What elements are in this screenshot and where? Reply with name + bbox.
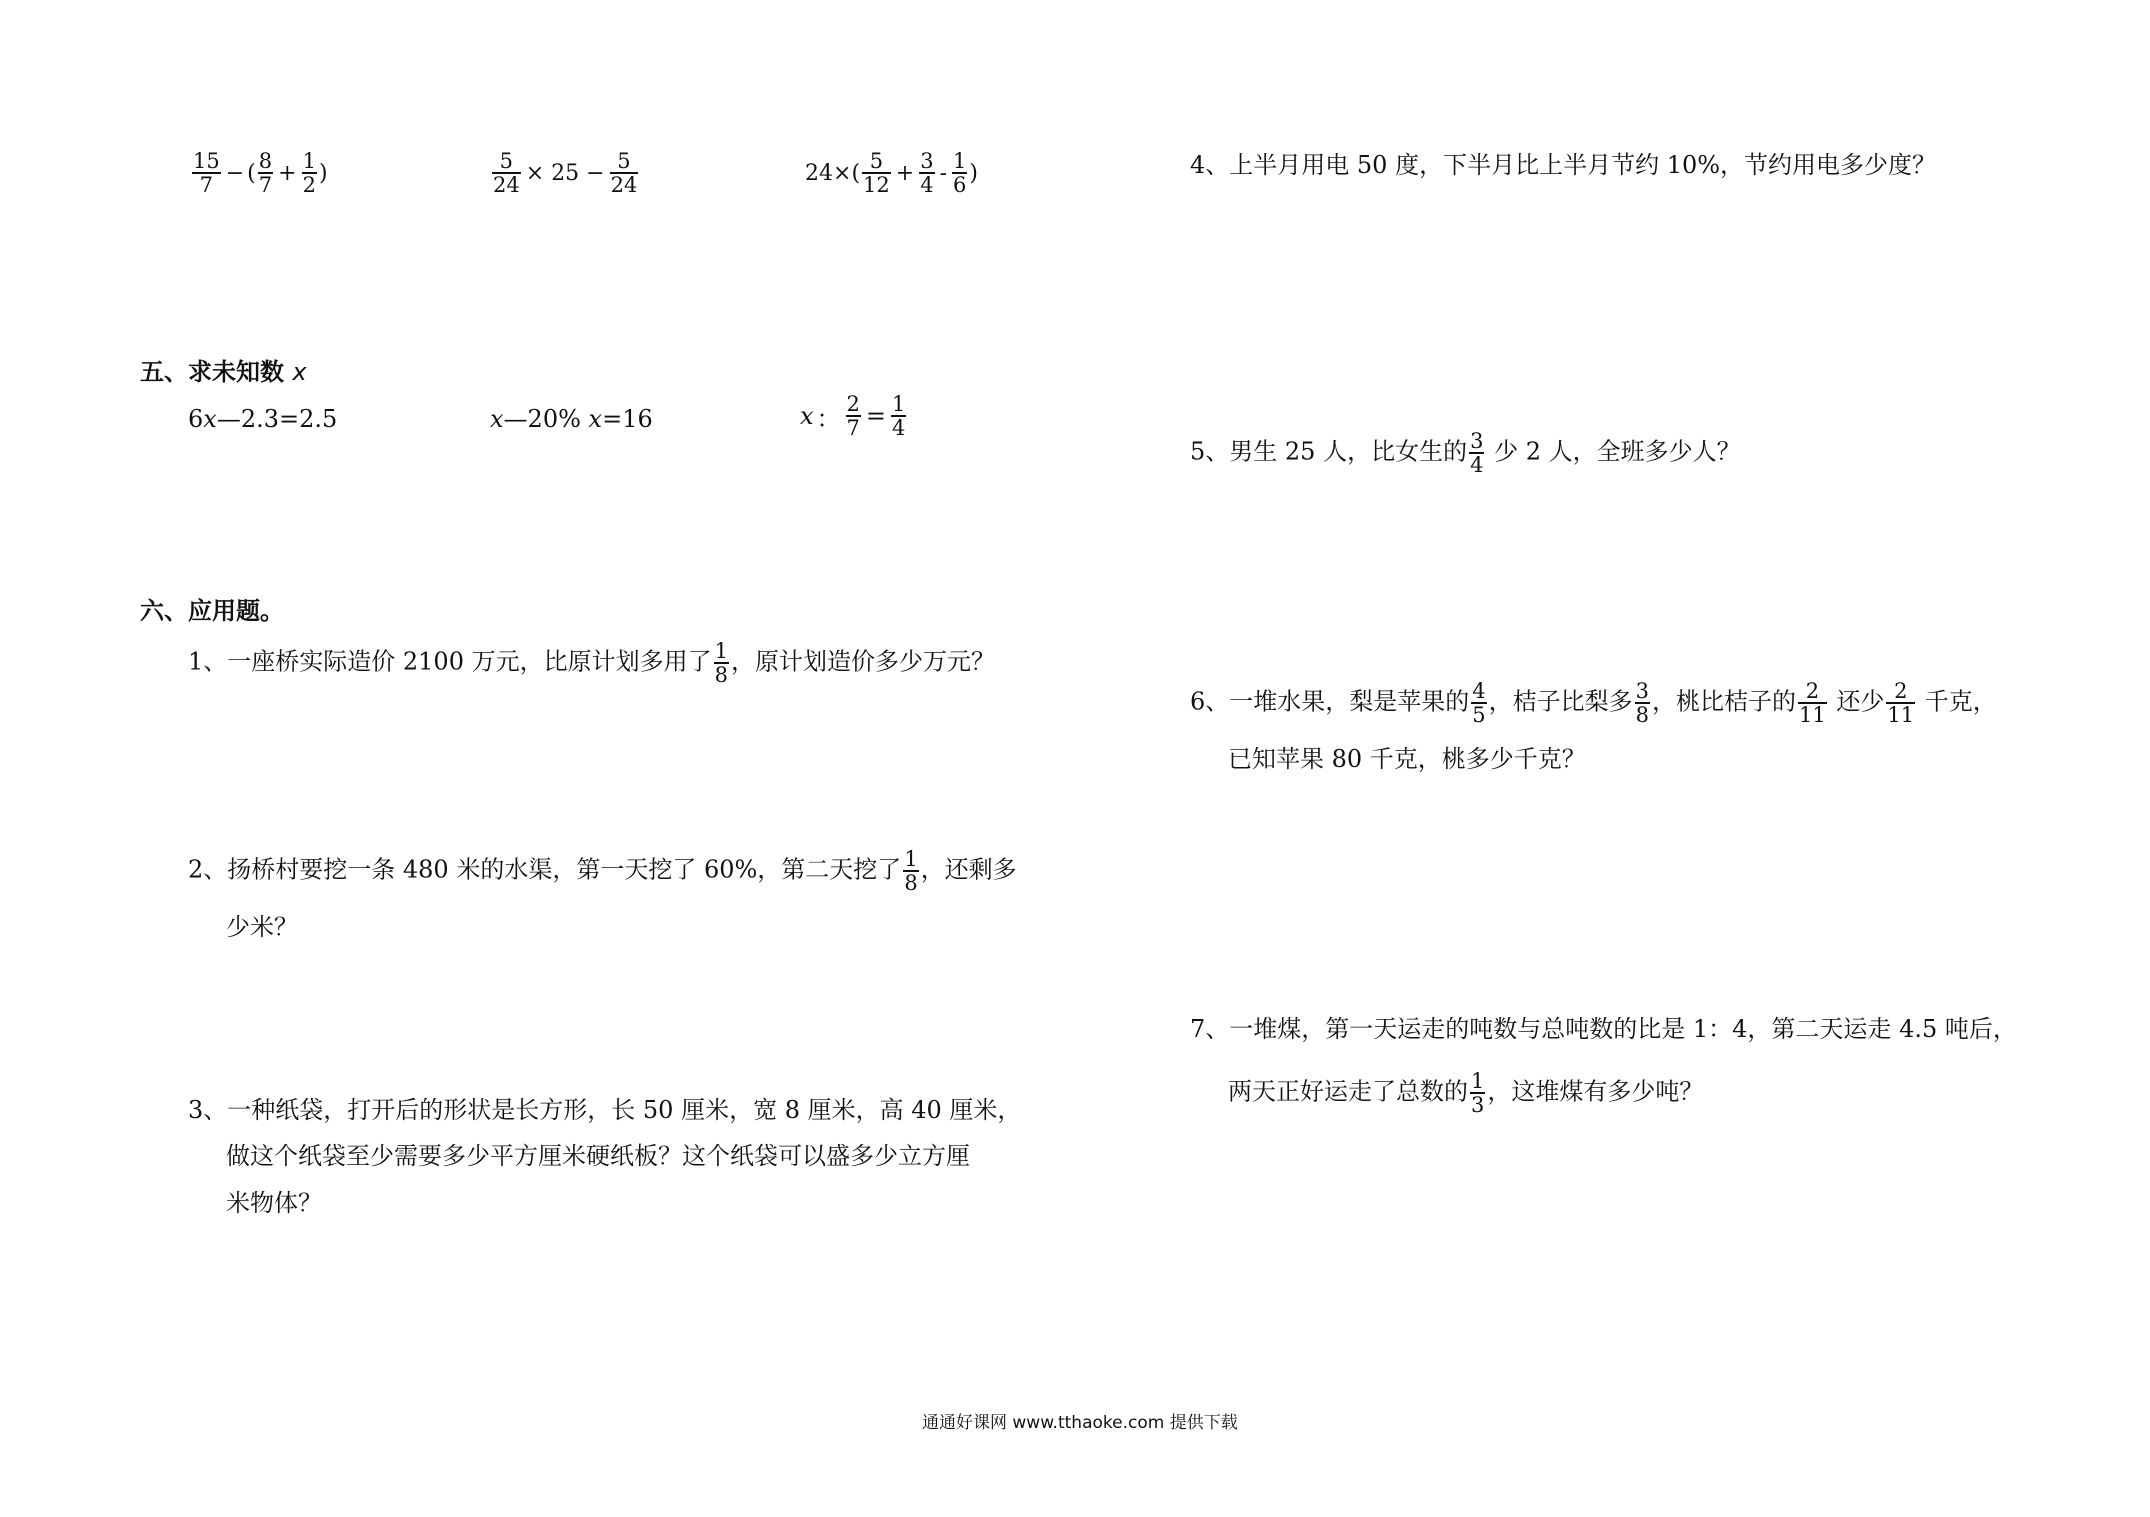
question-6: 6、一堆水果，梨是苹果的 $\frac{4}{5}$ ，桔子比梨多 $\frac{3}{8}$ ，桃比桔子的 $\frac{2}{11}$ 还少 $\frac{2}{11}$ 千克，: [1190, 679, 1997, 727]
equation-1: 6x—2.3=2.5: [188, 405, 338, 433]
section-6-heading: 六、应用题。: [140, 597, 284, 625]
question-3-line-2: 做这个纸袋至少需要多少平方厘米硬纸板？这个纸袋可以盛多少立方厘: [226, 1142, 970, 1170]
fraction: $\frac{1}{6}$: [953, 149, 967, 197]
equation-3: x ： $\frac{2}{7}$ = $\frac{1}{4}$: [800, 392, 906, 440]
fraction: $\frac{2}{7}$: [846, 392, 860, 440]
fraction: $\frac{1}{8}$: [904, 847, 918, 895]
footer-credit: 通通好课网 www.tthaoke.com 提供下载: [922, 1413, 1238, 1433]
question-5: 5、男生 25 人，比女生的 $\frac{3}{4}$ 少 2 人，全班多少人？: [1190, 429, 1741, 477]
question-2: 2、扬桥村要挖一条 480 米的水渠，第一天挖了 60%，第二天挖了 $\frac{1}{8}$ ，还剩多: [188, 847, 1017, 895]
fraction: $\frac{2}{11}$: [1887, 679, 1915, 727]
fraction: $\frac{5}{12}$: [863, 149, 890, 197]
question-3-line-3: 米物体？: [226, 1189, 322, 1217]
calc-expression-1: $\frac{15}{7}$ − ( $\frac{8}{7}$ + $\frac{1}{2}$ ): [193, 149, 328, 197]
question-6-line-2: 已知苹果 80 千克，桃多少千克？: [1228, 745, 1586, 773]
question-7-line-2: 两天正好运走了总数的 $\frac{1}{3}$ ，这堆煤有多少吨？: [1228, 1069, 1704, 1117]
question-1: 1、一座桥实际造价 2100 万元，比原计划多用了 $\frac{1}{8}$ ，原计划造价多少万元？: [188, 639, 995, 687]
fraction: $\frac{1}{4}$: [892, 392, 906, 440]
section-5-heading: 五、求未知数 x: [140, 358, 307, 386]
fraction: $\frac{1}{2}$: [302, 149, 316, 197]
fraction: $\frac{4}{5}$: [1472, 679, 1486, 727]
question-2-line-2: 少米？: [226, 913, 298, 941]
calc-expression-3: 24× ( $\frac{5}{12}$ + $\frac{3}{4}$ - $\frac{1}{6}$ ): [805, 149, 978, 197]
question-4: 4、上半月用电 50 度，下半月比上半月节约 10%，节约用电多少度？: [1190, 151, 1937, 179]
fraction: $\frac{15}{7}$: [193, 149, 220, 197]
fraction: $\frac{8}{7}$: [258, 149, 273, 197]
fraction: $\frac{5}{24}$: [610, 149, 638, 197]
fraction: $\frac{3}{8}$: [1635, 679, 1650, 727]
question-3: 3、一种纸袋，打开后的形状是长方形，长 50 厘米，宽 8 厘米，高 40 厘米，: [188, 1096, 1022, 1124]
fraction: $\frac{3}{4}$: [1470, 429, 1484, 477]
question-7: 7、一堆煤，第一天运走的吨数与总吨数的比是 1：4，第二天运走 4.5 吨后，: [1190, 1015, 2017, 1043]
fraction: $\frac{3}{4}$: [920, 149, 934, 197]
fraction: $\frac{1}{3}$: [1471, 1069, 1485, 1117]
fraction: $\frac{2}{11}$: [1799, 679, 1826, 727]
equation-2: x—20% x=16: [490, 405, 653, 433]
calc-expression-2: $\frac{5}{24}$ × 25 − $\frac{5}{24}$: [493, 149, 638, 197]
fraction: $\frac{1}{8}$: [714, 639, 728, 687]
fraction: $\frac{5}{24}$: [493, 149, 520, 197]
